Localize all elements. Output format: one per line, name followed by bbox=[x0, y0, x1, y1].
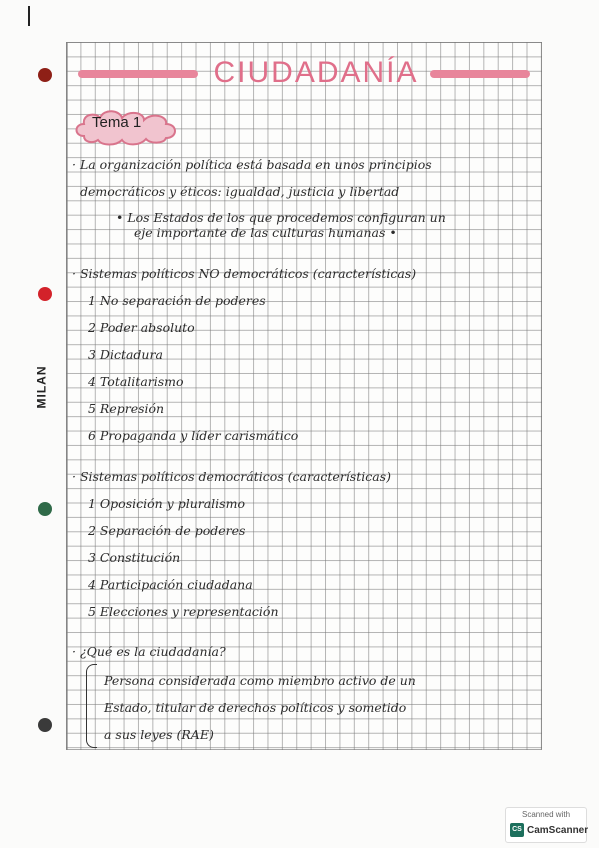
camscanner-icon: CS bbox=[510, 823, 524, 837]
dem-item-2: 2 Separación de poderes bbox=[88, 523, 246, 538]
answer-line-2: Estado, titular de derechos políticos y sometido bbox=[104, 700, 407, 715]
dem-heading: · Sistemas políticos democráticos (características) bbox=[72, 469, 391, 484]
margin-line bbox=[66, 42, 68, 750]
answer-bracket bbox=[86, 664, 97, 748]
answer-line-3: a sus leyes (RAE) bbox=[104, 727, 214, 742]
scanner-brand-text: CamScanner bbox=[527, 824, 589, 836]
title-underline-left bbox=[78, 70, 198, 78]
scanner-top-text: Scanned with bbox=[521, 810, 571, 819]
answer-line-1: Persona considerada como miembro activo de un bbox=[104, 673, 416, 688]
nondem-item-3: 3 Dictadura bbox=[88, 347, 163, 362]
intro-bullet-2: eje importante de las culturas humanas • bbox=[134, 225, 397, 240]
nondem-heading: · Sistemas políticos NO democráticos (características) bbox=[72, 266, 417, 281]
intro-line-2: democráticos y éticos: igualdad, justicia y libertad bbox=[80, 184, 400, 199]
dem-item-3: 3 Constitución bbox=[88, 550, 181, 565]
binder-hole-4 bbox=[38, 718, 52, 732]
brand-label: MILAN bbox=[34, 365, 49, 409]
intro-line-1: · La organización política está basada en unos principios bbox=[72, 157, 432, 172]
dem-item-1: 1 Oposición y pluralismo bbox=[88, 496, 245, 511]
nondem-item-1: 1 No separación de poderes bbox=[88, 293, 266, 308]
scan-mark bbox=[28, 6, 30, 26]
nondem-item-4: 4 Totalitarismo bbox=[88, 374, 184, 389]
binder-hole-2 bbox=[38, 287, 52, 301]
intro-bullet-1: • Los Estados de los que procedemos configuran un bbox=[116, 210, 446, 225]
dem-item-5: 5 Elecciones y representación bbox=[88, 604, 279, 619]
dem-item-4: 4 Participación ciudadana bbox=[88, 577, 253, 592]
title-underline-right bbox=[430, 70, 530, 78]
scanner-brand bbox=[510, 823, 588, 837]
topic-label: Tema 1 bbox=[92, 114, 142, 131]
nondem-item-5: 5 Represión bbox=[88, 401, 165, 416]
page-title: CIUDADANÍA bbox=[213, 56, 419, 89]
binder-hole-3 bbox=[38, 502, 52, 516]
scanner-badge bbox=[505, 807, 587, 843]
nondem-item-2: 2 Poder absoluto bbox=[88, 320, 195, 335]
nondem-item-6: 6 Propaganda y líder carismático bbox=[88, 428, 299, 443]
question-heading: · ¿Qué es la ciudadanía? bbox=[72, 644, 226, 659]
title-block bbox=[78, 56, 530, 90]
binder-hole-1 bbox=[38, 68, 52, 82]
